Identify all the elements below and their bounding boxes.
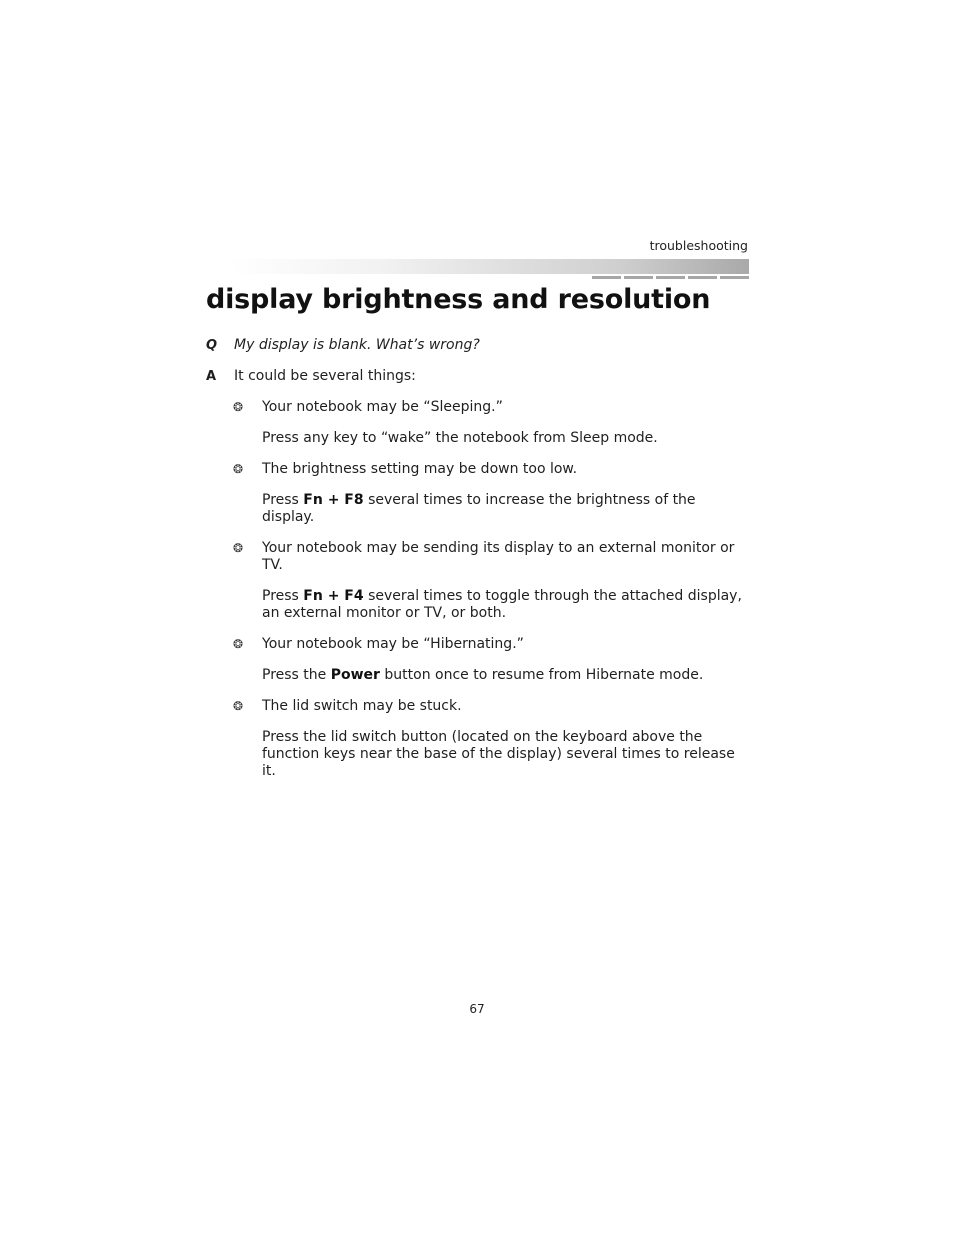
key-combo: Fn + F8 — [303, 492, 364, 508]
cause-text: The brightness setting may be down too low. — [262, 461, 578, 477]
header-tick — [624, 276, 653, 279]
list-item — [206, 636, 752, 684]
remedy-text: Press any key to “wake” the notebook from Sleep mode. — [262, 430, 658, 446]
cause-text: Your notebook may be “Sleeping.” — [262, 399, 503, 415]
question-marker: Q — [206, 338, 218, 353]
key-combo: Fn + F4 — [303, 588, 364, 604]
remedy-text — [262, 667, 752, 684]
answer-text: It could be several things: — [234, 368, 416, 384]
circle-bullet-icon: ❂ — [233, 541, 244, 555]
remedy-text — [262, 492, 752, 526]
circle-bullet-icon: ❂ — [233, 400, 244, 414]
list-item — [206, 540, 752, 622]
circle-bullet-icon: ❂ — [233, 462, 244, 476]
remedy-post: several times to toggle through the attached display, an external monitor or TV, or both. — [262, 588, 742, 621]
list-item — [206, 399, 752, 447]
page-title: display brightness and resolution — [206, 284, 711, 315]
question-text: My display is blank. What’s wrong? — [234, 337, 480, 353]
content — [206, 337, 752, 794]
cause-text: Your notebook may be sending its display to an external monitor or TV. — [262, 540, 735, 573]
cause-text: Your notebook may be “Hibernating.” — [262, 636, 524, 652]
list-item — [206, 461, 752, 526]
header-gradient-bar — [230, 259, 749, 274]
circle-bullet-icon: ❂ — [233, 637, 244, 651]
remedy-post: button once to resume from Hibernate mode. — [379, 667, 704, 683]
answer-marker: A — [206, 369, 217, 384]
remedy-text: Press the lid switch button (located on the keyboard above the function keys near the base of the display) several times to release it. — [262, 729, 735, 779]
circle-bullet-icon: ❂ — [233, 699, 244, 713]
remedy-pre: Press — [262, 492, 304, 508]
power-label: Power — [330, 667, 380, 683]
list-item — [206, 698, 752, 780]
page-number: 67 — [469, 1002, 485, 1016]
answer — [206, 368, 752, 385]
remedy-pre: Press — [262, 588, 304, 604]
header-tick — [656, 276, 685, 279]
question — [206, 337, 752, 354]
remedy-post: several times to increase the brightness of the display. — [262, 492, 696, 525]
remedy-text — [262, 588, 752, 622]
running-head: troubleshooting — [649, 238, 748, 253]
cause-list — [206, 399, 752, 780]
header-tick — [592, 276, 621, 279]
header-tick — [720, 276, 749, 279]
header-tick — [688, 276, 717, 279]
remedy-pre: Press the — [262, 667, 331, 683]
cause-text: The lid switch may be stuck. — [262, 698, 462, 714]
header-tick-marks — [592, 276, 749, 279]
